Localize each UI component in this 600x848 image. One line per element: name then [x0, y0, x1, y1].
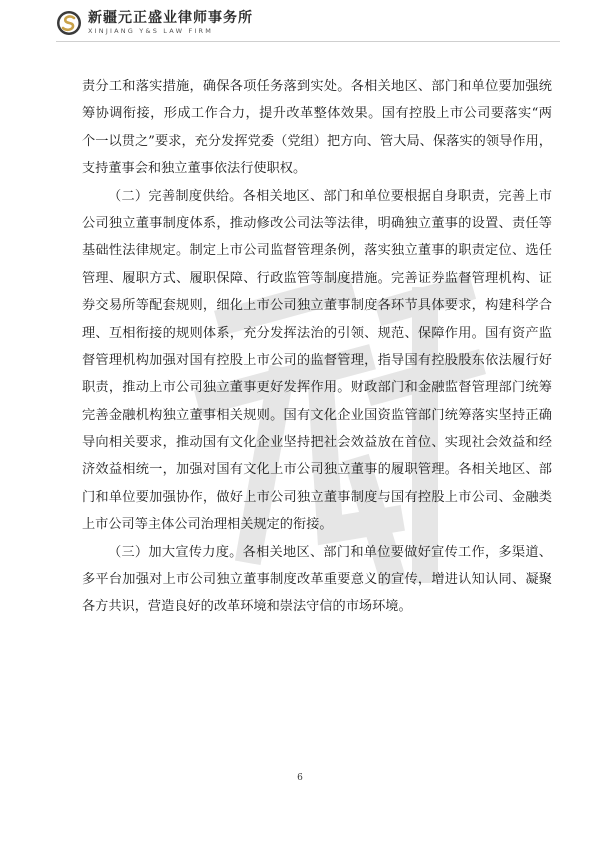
section-heading-line: （二）完善制度供给。各相关地区、部门和单位要根据自身职责，完善上市 [108, 188, 552, 204]
text-line: 理、互相衔接的规则体系，充分发挥法治的引领、规范、保障作用。国有资产监 [82, 325, 552, 341]
text-line: 基础性法律规定。制定上市公司监督管理条例，落实独立董事的职责定位、选任 [82, 243, 552, 259]
text-line: 济效益相统一，加强对国有文化上市公司独立董事的履职管理。各相关地区、部 [82, 462, 552, 478]
firm-name-en: XINJIANG Y&S LAW FIRM [88, 27, 214, 36]
text-line: 职责，推动上市公司独立董事更好发挥作用。财政部门和金融监督管理部门统筹 [82, 380, 552, 396]
text-line: 个一以贯之”要求，充分发挥党委（党组）把方向、管大局、保落实的领导作用， [82, 133, 552, 149]
text-line: 筹协调衔接，形成工作合力，提升改革整体效果。国有控股上市公司要落实“两 [82, 106, 552, 122]
text-line: 责分工和落实措施，确保各项任务落到实处。各相关地区、部门和单位要加强统 [82, 79, 552, 94]
text-line: 完善金融机构独立董事相关规则。国有文化企业国资监管部门统筹落实坚持正确 [82, 407, 552, 423]
firm-name-cn: 新疆元正盛业律师事务所 [88, 10, 253, 27]
letterhead [56, 6, 253, 40]
text-line: 上市公司等主体公司治理相关规定的衔接。 [82, 517, 333, 533]
text-line: 督管理机构加强对国有控股上市公司的监督管理，指导国有控股股东依法履行好 [82, 352, 552, 368]
text-line: 公司独立董事制度体系，推动修改公司法等法律，明确独立董事的设置、责任等 [82, 215, 552, 231]
page-number: 6 [297, 773, 303, 783]
section-heading-line: （三）加大宣传力度。各相关地区、部门和单位要做好宣传工作，多渠道、 [108, 544, 552, 560]
text-line: 多平台加强对上市公司独立董事制度改革重要意义的宣传，增进认知认同、凝聚 [82, 572, 552, 588]
text-line: 券交易所等配套规则，细化上市公司独立董事制度各环节具体要求，构建科学合 [82, 298, 552, 314]
text-line: 各方共识，营造良好的改革环境和崇法守信的市场环境。 [82, 599, 412, 615]
text-line: 门和单位要加强协作，做好上市公司独立董事制度与国有控股上市公司、金融类 [82, 489, 552, 505]
header-divider [56, 41, 560, 42]
circle-s-logo-icon [56, 10, 82, 36]
text-line: 导向相关要求，推动国有文化企业坚持把社会效益放在首位、实现社会效益和经 [82, 435, 552, 451]
text-line: 管理、履职方式、履职保障、行政监管等制度措施。完善证券监督管理机构、证 [82, 270, 552, 286]
firm-name-block [88, 11, 253, 35]
document-body [82, 73, 552, 621]
text-line: 支持董事会和独立董事依法行使职权。 [82, 161, 307, 177]
